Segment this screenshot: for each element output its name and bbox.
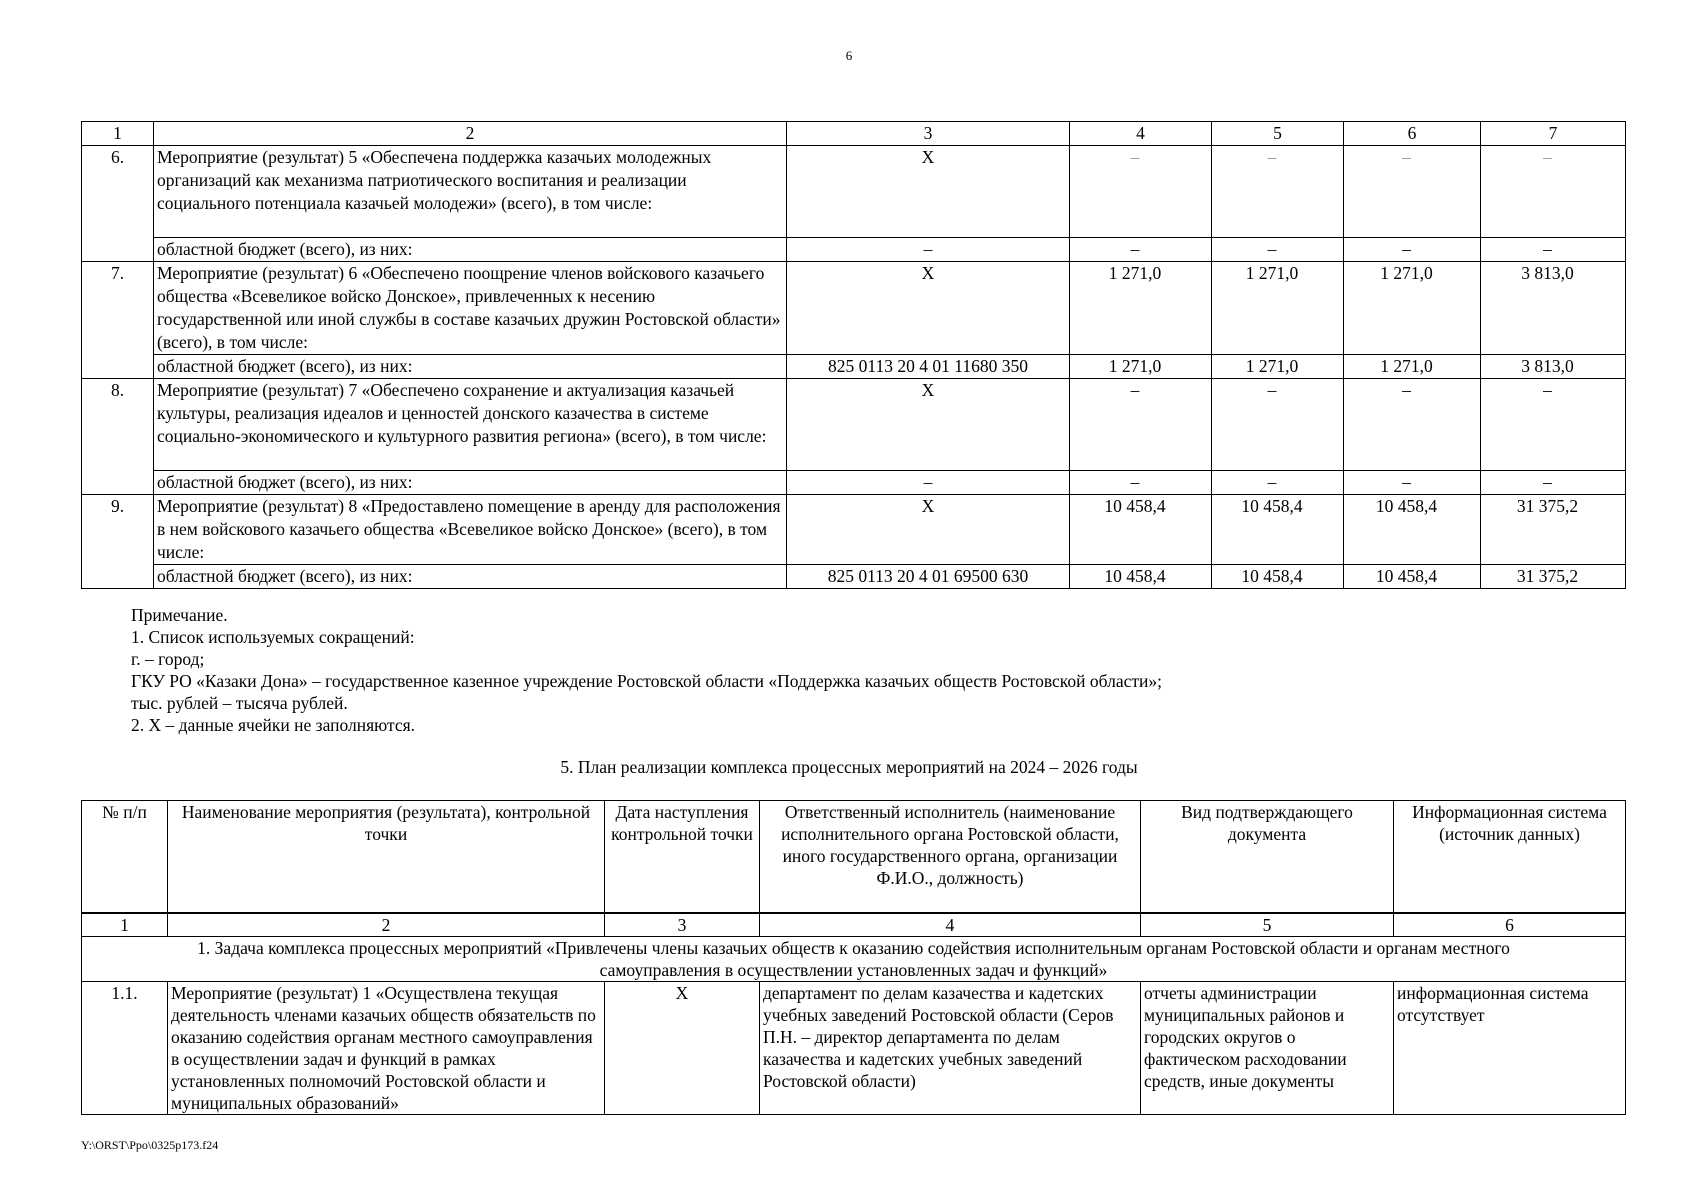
implementation-plan-table	[81, 800, 1626, 1115]
value-cell: –	[1070, 379, 1212, 471]
value-cell: –	[1070, 238, 1212, 262]
budget-code: –	[787, 238, 1070, 262]
value-cell: –	[1481, 238, 1626, 262]
row-number: 9.	[82, 495, 154, 589]
value-cell: 10 458,4	[1070, 565, 1212, 589]
table-row	[82, 981, 1626, 1114]
header-number: № п/п	[82, 801, 168, 913]
information-system: информационная система отсутствует	[1394, 981, 1626, 1114]
header-name: Наименование мероприятия (результата), контрольной точки	[168, 801, 605, 913]
page-number: 6	[845, 48, 853, 63]
event-name: Мероприятие (результат) 6 «Обеспечено поощрение членов войскового казачьего общества «Всевеликое войско Донское», привлеченных к несению государственной или иной службы в составе казачьих дружин Ростовской области» (всего), в том числе:	[154, 262, 787, 355]
column-number: 2	[154, 122, 787, 146]
table-header-row	[82, 801, 1626, 913]
value-cell: –	[1344, 146, 1481, 238]
table-row	[82, 379, 1626, 471]
budget-code: Х	[787, 379, 1070, 471]
column-number: 6	[1344, 122, 1481, 146]
section-title: 5. План реализации комплекса процессных мероприятий на 2024 – 2026 годы	[560, 757, 1138, 777]
value-cell: –	[1481, 379, 1626, 471]
budget-label: областной бюджет (всего), из них:	[154, 355, 787, 379]
value-cell: 1 271,0	[1070, 262, 1212, 355]
table-header-row	[82, 122, 1626, 146]
column-number: 5	[1141, 913, 1394, 937]
executor: департамент по делам казачества и кадетских учебных заведений Ростовской области (Серов П.Н. – директор департамента по делам казачества и кадетских учебных заведений Ростовской области)	[760, 981, 1141, 1114]
column-number: 6	[1394, 913, 1626, 937]
value-cell: –	[1344, 238, 1481, 262]
event-name: Мероприятие (результат) 7 «Обеспечено сохранение и актуализация казачьей культуры, реализация идеалов и ценностей донского казачества в системе социально-экономического и культурного развития региона» (всего), в том числе:	[154, 379, 787, 471]
value-cell: –	[1344, 379, 1481, 471]
value-cell: –	[1212, 238, 1344, 262]
row-number: 1.1.	[82, 981, 168, 1114]
budget-label: областной бюджет (всего), из них:	[154, 238, 787, 262]
note-block	[131, 604, 1162, 736]
budget-code: Х	[787, 146, 1070, 238]
task-row	[82, 936, 1626, 981]
table-subrow	[82, 565, 1626, 589]
note-line: 1. Список используемых сокращений:	[131, 627, 415, 647]
value-cell: 3 813,0	[1481, 262, 1626, 355]
note-title: Примечание.	[131, 605, 228, 625]
table-row	[82, 262, 1626, 355]
file-path-footer: Y:\ORST\Ppo\0325p173.f24	[81, 1138, 219, 1152]
value-cell: –	[1212, 379, 1344, 471]
event-name: Мероприятие (результат) 8 «Предоставлено помещение в аренду для расположения в нем войскового казачьего общества «Всевеликое войско Донское» (всего), в том числе:	[154, 495, 787, 565]
value-cell: –	[1070, 471, 1212, 495]
note-line: ГКУ РО «Казаки Дона» – государственное казенное учреждение Ростовской области «Поддержка казачьих обществ Ростовской области»;	[131, 671, 1163, 691]
note-line: г. – город;	[131, 649, 205, 669]
control-date: Х	[605, 981, 760, 1114]
table-row	[82, 495, 1626, 565]
value-cell: –	[1481, 471, 1626, 495]
value-cell: 10 458,4	[1070, 495, 1212, 565]
column-number: 7	[1481, 122, 1626, 146]
column-number: 1	[82, 122, 154, 146]
column-number: 1	[82, 913, 168, 937]
value-cell: 1 271,0	[1212, 262, 1344, 355]
value-cell: 31 375,2	[1481, 495, 1626, 565]
row-number: 6.	[82, 146, 154, 262]
header-date: Дата наступления контрольной точки	[605, 801, 760, 913]
value-cell: 10 458,4	[1344, 495, 1481, 565]
value-cell: 1 271,0	[1212, 355, 1344, 379]
column-number: 3	[605, 913, 760, 937]
value-cell: 10 458,4	[1212, 495, 1344, 565]
column-numbers-row	[82, 913, 1626, 937]
value-cell: –	[1481, 146, 1626, 238]
table-subrow	[82, 355, 1626, 379]
budget-label: областной бюджет (всего), из них:	[154, 565, 787, 589]
task-title: 1. Задача комплекса процессных мероприятий «Привлечены члены казачьих обществ к оказанию содействия исполнительным органам Ростовской области и органам местного самоуправления в осуществлении установленных задач и функций»	[82, 936, 1626, 981]
event-name: Мероприятие (результат) 1 «Осуществлена текущая деятельность членами казачьих обществ обязательств по оказанию содействия органам местного самоуправления в осуществлении задач и функций в рамках установленных полномочий Ростовской области и муниципальных образований»	[168, 981, 605, 1114]
budget-code: Х	[787, 262, 1070, 355]
column-number: 4	[760, 913, 1141, 937]
budget-code: –	[787, 471, 1070, 495]
row-number: 8.	[82, 379, 154, 495]
budget-code: 825 0113 20 4 01 69500 630	[787, 565, 1070, 589]
value-cell: –	[1344, 471, 1481, 495]
table-row	[82, 146, 1626, 238]
table-subrow	[82, 471, 1626, 495]
table-subrow	[82, 238, 1626, 262]
funding-table	[81, 121, 1626, 589]
column-number: 2	[168, 913, 605, 937]
value-cell: –	[1070, 146, 1212, 238]
value-cell: 1 271,0	[1070, 355, 1212, 379]
value-cell: 1 271,0	[1344, 262, 1481, 355]
value-cell: 10 458,4	[1344, 565, 1481, 589]
note-line: 2. Х – данные ячейки не заполняются.	[131, 715, 416, 735]
value-cell: 31 375,2	[1481, 565, 1626, 589]
row-number: 7.	[82, 262, 154, 379]
header-executor: Ответственный исполнитель (наименование исполнительного органа Ростовской области, иного государственного органа, организации Ф.И.О., должность)	[760, 801, 1141, 913]
value-cell: 3 813,0	[1481, 355, 1626, 379]
event-name: Мероприятие (результат) 5 «Обеспечена поддержка казачьих молодежных организаций как механизма патриотического воспитания и реализации социального потенциала казачьей молодежи» (всего), в том числе:	[154, 146, 787, 238]
value-cell: 1 271,0	[1344, 355, 1481, 379]
value-cell: –	[1212, 471, 1344, 495]
header-system: Информационная система (источник данных)	[1394, 801, 1626, 913]
budget-code: 825 0113 20 4 01 11680 350	[787, 355, 1070, 379]
budget-code: Х	[787, 495, 1070, 565]
column-number: 4	[1070, 122, 1212, 146]
note-line: тыс. рублей – тысяча рублей.	[131, 693, 348, 713]
budget-label: областной бюджет (всего), из них:	[154, 471, 787, 495]
header-document: Вид подтверждающего документа	[1141, 801, 1394, 913]
value-cell: 10 458,4	[1212, 565, 1344, 589]
column-number: 5	[1212, 122, 1344, 146]
confirming-document: отчеты администрации муниципальных районов и городских округов о фактическом расходовании средств, иные документы	[1141, 981, 1394, 1114]
value-cell: –	[1212, 146, 1344, 238]
column-number: 3	[787, 122, 1070, 146]
